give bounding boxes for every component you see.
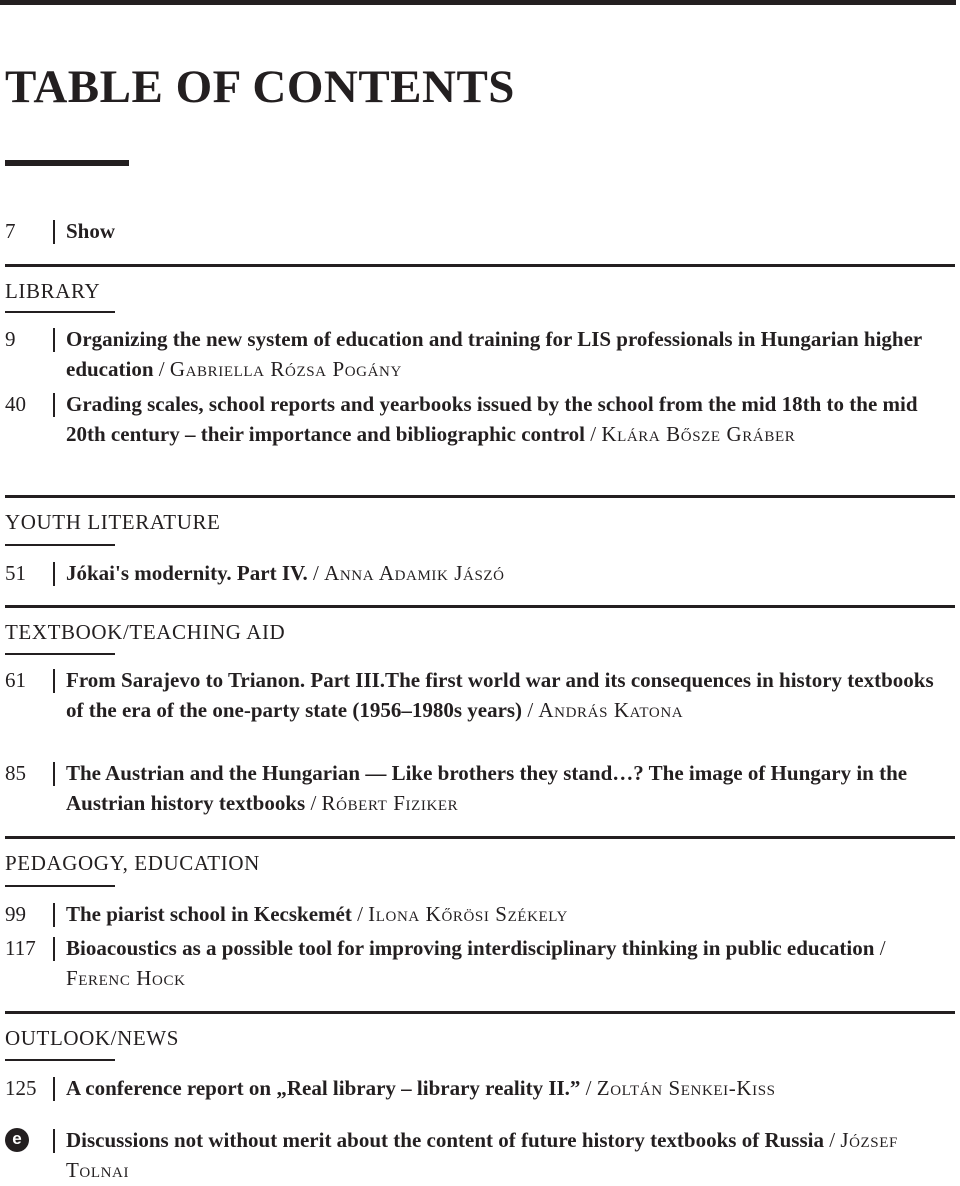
entry-separator-bar [53, 220, 55, 244]
entry-separator-bar [53, 937, 55, 961]
entry-author: Anna Adamik Jászó [324, 561, 505, 585]
entry-slash: / [584, 422, 602, 446]
entry-separator-bar [53, 669, 55, 693]
entry-text [66, 899, 951, 929]
entry-slash: / [307, 561, 325, 585]
entry-slash: / [522, 698, 539, 722]
entry-author: József Tolnai [66, 1128, 898, 1182]
entry-text [66, 558, 951, 588]
entry-slash: / [305, 791, 322, 815]
entry-slash: / [874, 936, 886, 960]
entry-separator-bar [53, 762, 55, 786]
entry-text [66, 1125, 951, 1185]
page-number: 85 [5, 761, 26, 785]
entry-text [66, 216, 951, 246]
section-underline [5, 311, 115, 313]
section-underline [5, 885, 115, 887]
entry-separator-bar [53, 903, 55, 927]
page-number: 125 [5, 1076, 37, 1100]
entry-separator-bar [53, 1077, 55, 1101]
section-rule [5, 264, 955, 267]
page-number: 40 [5, 392, 26, 416]
entry-text [66, 389, 951, 449]
entry-separator-bar [53, 562, 55, 586]
entry-title: A conference report on „Real library – library reality II.” [66, 1076, 581, 1100]
entry-text [66, 1073, 951, 1103]
entry-title: Grading scales, school reports and yearbooks issued by the school from the mid 18th to the mid 20th century – their importance and bibliographic control [66, 392, 918, 446]
page-number: 117 [5, 936, 36, 960]
section-underline [5, 544, 115, 546]
page-title: TABLE OF CONTENTS [5, 61, 515, 113]
entry-separator-bar [53, 393, 55, 417]
entry-text [66, 933, 951, 993]
entry-slash: / [153, 357, 170, 381]
entry-separator-bar [53, 1129, 55, 1153]
section-rule [5, 605, 955, 608]
entry-author: Ferenc Hock [66, 966, 186, 990]
section-heading-pedagogy: PEDAGOGY, EDUCATION [5, 851, 260, 875]
entry-title: Organizing the new system of education and training for LIS professionals in Hungarian higher education [66, 327, 922, 381]
section-heading-outlook: OUTLOOK/NEWS [5, 1026, 180, 1050]
top-rule [0, 0, 956, 5]
entry-title: Jókai's modernity. Part IV. [66, 561, 308, 585]
section-rule [5, 836, 955, 839]
section-underline [5, 1059, 115, 1061]
entry-author: Ilona Kőrösi Székely [368, 902, 568, 926]
entry-title: Bioacoustics as a possible tool for improving interdisciplinary thinking in public education [66, 936, 875, 960]
page-number: 9 [5, 327, 16, 351]
section-heading-library: LIBRARY [5, 279, 101, 303]
entry-author: Gabriella Rózsa Pogány [169, 357, 402, 381]
entry-author: András Katona [538, 698, 684, 722]
entry-title: Discussions not without merit about the content of future history textbooks of Russia [66, 1128, 824, 1152]
entry-author: Klára Bősze Gráber [601, 422, 796, 446]
page-number: 99 [5, 902, 26, 926]
entry-separator-bar [53, 328, 55, 352]
title-underline [5, 160, 129, 166]
entry-slash: / [351, 902, 369, 926]
page-number: 7 [5, 219, 16, 243]
section-heading-textbook: TEXTBOOK/TEACHING AID [5, 620, 286, 644]
entry-text [66, 324, 951, 384]
section-heading-youth-literature: YOUTH LITERATURE [5, 510, 221, 534]
entry-title: From Sarajevo to Trianon. Part III.The first world war and its consequences in history textbooks of the era of the one-party state (1956–1980s years) [66, 668, 934, 722]
entry-slash: / [580, 1076, 597, 1100]
entry-title: The Austrian and the Hungarian — Like brothers they stand…? The image of Hungary in the Austrian history textbooks [66, 761, 908, 815]
entry-author: Zoltán Senkei-Kiss [596, 1076, 776, 1100]
section-rule [5, 495, 955, 498]
entry-author: Róbert Fiziker [321, 791, 459, 815]
page-number: 51 [5, 561, 26, 585]
entry-title: The piarist school in Kecskemét [66, 902, 352, 926]
section-underline [5, 653, 115, 655]
entry-slash: / [823, 1128, 841, 1152]
entry-title: Show [66, 219, 116, 243]
e-edition-badge-icon: e [5, 1128, 29, 1152]
entry-text [66, 758, 951, 818]
page-number: 61 [5, 668, 26, 692]
section-rule [5, 1011, 955, 1014]
entry-text [66, 665, 951, 725]
